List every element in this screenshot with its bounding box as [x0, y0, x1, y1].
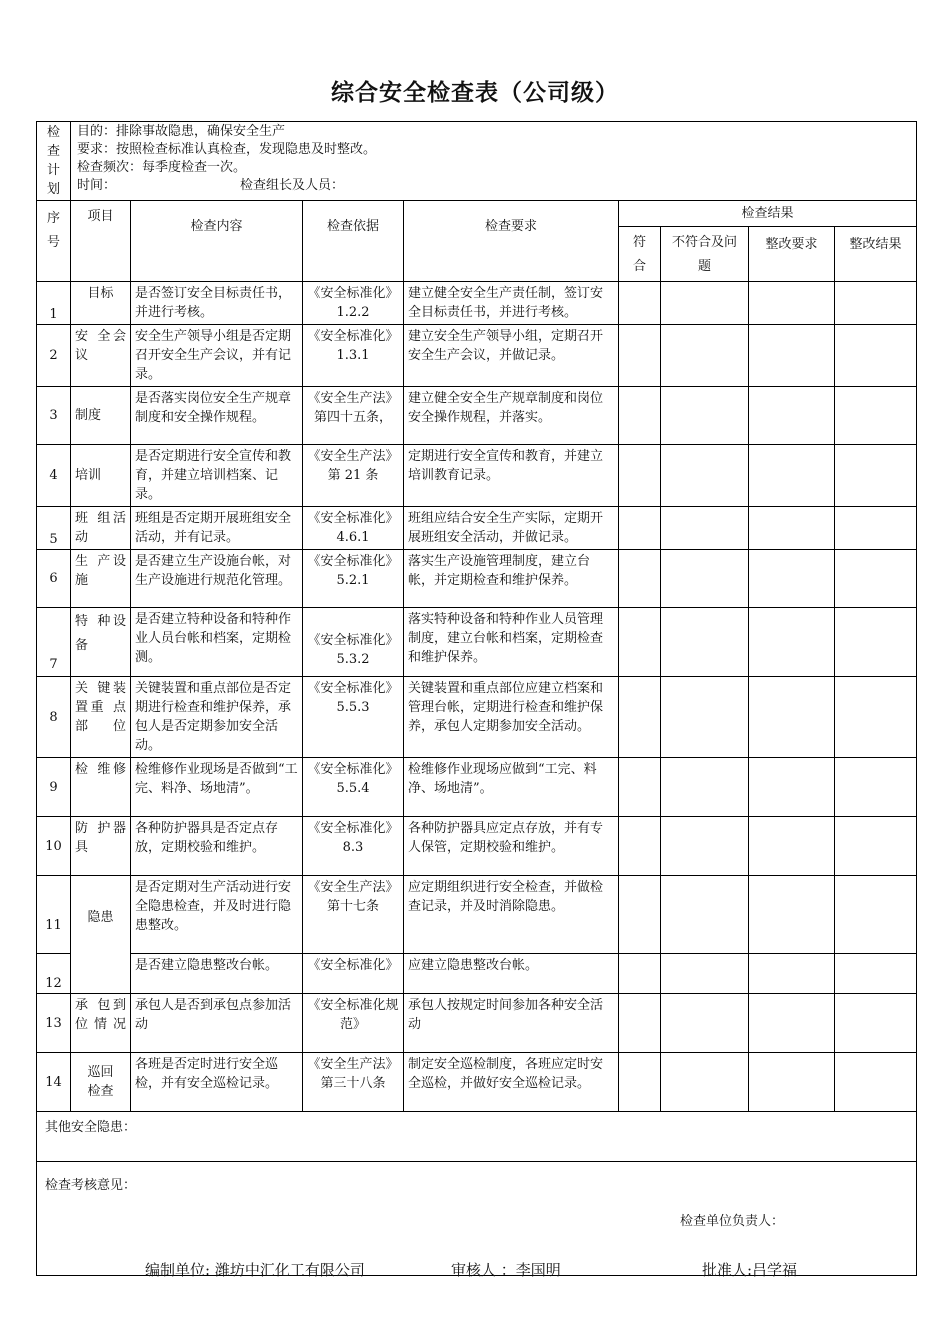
row-no: 12: [37, 954, 71, 994]
row-item: 班 组活动: [71, 507, 131, 550]
row-requirement: 定期进行安全宣传和教育，并建立培训教育记录。: [404, 445, 619, 507]
cell-nonconform[interactable]: [661, 282, 749, 325]
cell-rectify-res[interactable]: [835, 608, 917, 677]
footer-unit: 编制单位: 潍坊中汇化工有限公司: [145, 1261, 365, 1279]
footer-approver: 批准人:吕学福: [702, 1261, 798, 1279]
row-no: 3: [37, 387, 71, 445]
table-row: [37, 677, 917, 758]
row-no: 6: [37, 550, 71, 608]
cell-conform[interactable]: [619, 387, 661, 445]
inspection-table: [36, 121, 917, 1276]
row-requirement: 应建立隐患整改台帐。: [404, 954, 619, 994]
cell-conform[interactable]: [619, 1053, 661, 1112]
row-requirement: 关键装置和重点部位应建立档案和管理台帐，定期进行检查和维护保养，承包人定期参加安全活动。: [404, 677, 619, 758]
row-no: 8: [37, 677, 71, 758]
table-row: [37, 758, 917, 817]
row-requirement: 承包人按规定时间参加各种安全活动: [404, 994, 619, 1053]
row-basis: 《安全标准化》5.3.2: [303, 608, 404, 677]
cell-rectify-res[interactable]: [835, 507, 917, 550]
cell-conform[interactable]: [619, 677, 661, 758]
page-title: 综合安全检查表（公司级）: [331, 79, 619, 106]
table-row: [37, 507, 917, 550]
cell-rectify-res[interactable]: [835, 994, 917, 1053]
table-row: [37, 550, 917, 608]
cell-nonconform[interactable]: [661, 876, 749, 954]
row-item: 特 种设备: [71, 608, 131, 677]
row-content: 是否建立特种设备和特种作业人员台帐和档案，定期检测。: [131, 608, 303, 677]
cell-rectify-res[interactable]: [835, 876, 917, 954]
table-row: [37, 608, 917, 677]
row-basis: 《安全标准化》4.6.1: [303, 507, 404, 550]
cell-rectify-req[interactable]: [749, 994, 835, 1053]
row-item: 防 护器具: [71, 817, 131, 876]
other-hazards-label: 其他安全隐患：: [45, 1120, 137, 1135]
cell-conform[interactable]: [619, 758, 661, 817]
cell-rectify-res[interactable]: [835, 550, 917, 608]
plan-body: [71, 122, 917, 201]
other-hazards-row: [37, 1112, 917, 1162]
header-basis: 检查依据: [303, 201, 404, 282]
cell-nonconform[interactable]: [661, 1053, 749, 1112]
row-no: 11: [37, 876, 71, 954]
cell-conform[interactable]: [619, 954, 661, 994]
cell-nonconform[interactable]: [661, 994, 749, 1053]
row-basis: 《安全生产法》第四十五条，: [303, 387, 404, 445]
header-conform-text: 符合: [632, 235, 646, 274]
header-result: 检查结果: [619, 201, 917, 227]
cell-rectify-res[interactable]: [835, 677, 917, 758]
row-content: 承包人是否到承包点参加活动: [131, 994, 303, 1053]
header-item: 项目: [71, 201, 131, 282]
cell-rectify-req[interactable]: [749, 1053, 835, 1112]
cell-nonconform[interactable]: [661, 387, 749, 445]
header-requirement: 检查要求: [404, 201, 619, 282]
row-item: 检 维修: [71, 758, 131, 817]
header-rectify-res: 整改结果: [835, 227, 917, 282]
plan-requirement: 要求：按照检查标准认真检查，发现隐患及时整改。: [77, 142, 377, 157]
table-row: [37, 325, 917, 387]
table-row: [37, 876, 917, 954]
row-item: 目标: [71, 282, 131, 325]
row-item-text: 巡回检查: [87, 1065, 114, 1099]
row-no: 1: [37, 282, 71, 325]
cell-rectify-req[interactable]: [749, 608, 835, 677]
row-no: 2: [37, 325, 71, 387]
table-row: [37, 994, 917, 1053]
header-rectify-req: 整改要求: [749, 227, 835, 282]
row-requirement: 建立健全安全生产规章制度和岗位安全操作规程，并落实。: [404, 387, 619, 445]
cell-conform[interactable]: [619, 282, 661, 325]
cell-conform[interactable]: [619, 817, 661, 876]
cell-rectify-req[interactable]: [749, 954, 835, 994]
cell-conform[interactable]: [619, 445, 661, 507]
header-seq: [37, 201, 71, 282]
plan-frequency: 检查频次：每季度检查一次。: [77, 160, 247, 175]
cell-rectify-req[interactable]: [749, 677, 835, 758]
row-content: 是否建立生产设施台帐，对生产设施进行规范化管理。: [131, 550, 303, 608]
row-no: 14: [37, 1053, 71, 1112]
header-seq-text: 序号: [46, 211, 60, 250]
cell-rectify-res[interactable]: [835, 1053, 917, 1112]
row-content: 是否落实岗位安全生产规章制度和安全操作规程。: [131, 387, 303, 445]
cell-nonconform[interactable]: [661, 507, 749, 550]
row-requirement: 应定期组织进行安全检查，并做检查记录，并及时消除隐患。: [404, 876, 619, 954]
row-requirement: 制定安全巡检制度，各班应定时安全巡检，并做好安全巡检记录。: [404, 1053, 619, 1112]
row-basis: 《安全标准化》: [303, 954, 404, 994]
cell-rectify-req[interactable]: [749, 445, 835, 507]
plan-purpose: 目的：排除事故隐患，确保安全生产: [77, 124, 286, 139]
row-basis: 《安全标准化》5.2.1: [303, 550, 404, 608]
row-requirement: 班组应结合安全生产实际，定期开展班组安全活动，并做记录。: [404, 507, 619, 550]
inspector-signature-label: 检查单位负责人：: [680, 1214, 785, 1229]
row-content: 是否建立隐患整改台帐。: [131, 954, 303, 994]
cell-nonconform[interactable]: [661, 550, 749, 608]
cell-rectify-res[interactable]: [835, 387, 917, 445]
cell-conform[interactable]: [619, 994, 661, 1053]
row-content: 关键装置和重点部位是否定期进行检查和维护保养，承包人是否定期参加安全活动。: [131, 677, 303, 758]
row-item: [71, 1053, 131, 1112]
cell-nonconform[interactable]: [661, 677, 749, 758]
table-row: [37, 282, 917, 325]
row-content: 检维修作业现场是否做到“工完、料净、场地清”。: [131, 758, 303, 817]
row-item: 生 产设施: [71, 550, 131, 608]
plan-label: [37, 122, 71, 201]
header-content: 检查内容: [131, 201, 303, 282]
row-basis: 《安全标准化》1.3.1: [303, 325, 404, 387]
row-basis: 《安全标准化》8.3: [303, 817, 404, 876]
row-item: 安 全会议: [71, 325, 131, 387]
cell-nonconform[interactable]: [661, 445, 749, 507]
cell-rectify-res[interactable]: [835, 282, 917, 325]
cell-rectify-res[interactable]: [835, 445, 917, 507]
cell-conform[interactable]: [619, 876, 661, 954]
row-item: 培训: [71, 445, 131, 507]
row-basis: 《安全生产法》第 21 条: [303, 445, 404, 507]
cell-rectify-res[interactable]: [835, 954, 917, 994]
row-item: 承 包到 位情况: [71, 994, 131, 1053]
row-content: 班组是否定期开展班组安全活动，并有记录。: [131, 507, 303, 550]
row-content: 安全生产领导小组是否定期召开安全生产会议，并有记录。: [131, 325, 303, 387]
row-item: 制度: [71, 387, 131, 445]
plan-label-text: 检查计划: [46, 125, 60, 197]
header-row-1: [37, 201, 917, 227]
row-content: 是否签订安全目标责任书，并进行考核。: [131, 282, 303, 325]
row-basis: 《安全生产法》第三十八条: [303, 1053, 404, 1112]
cell-rectify-req[interactable]: [749, 387, 835, 445]
table-row: [37, 817, 917, 876]
table-row: [37, 445, 917, 507]
row-item: 关 键装 置重 点部位: [71, 677, 131, 758]
cell-nonconform[interactable]: [661, 817, 749, 876]
row-basis: 《安全生产法》第十七条: [303, 876, 404, 954]
row-basis: 《安全标准化》5.5.3: [303, 677, 404, 758]
cell-rectify-req[interactable]: [749, 817, 835, 876]
table-row: [37, 954, 917, 994]
row-no: 10: [37, 817, 71, 876]
table-row: [37, 387, 917, 445]
row-basis: 《安全标准化》1.2.2: [303, 282, 404, 325]
row-no: 13: [37, 994, 71, 1053]
cell-nonconform[interactable]: [661, 325, 749, 387]
row-requirement: 建立健全安全生产责任制，签订安全目标责任书，并进行考核。: [404, 282, 619, 325]
row-no: 4: [37, 445, 71, 507]
cell-conform[interactable]: [619, 325, 661, 387]
cell-rectify-res[interactable]: [835, 325, 917, 387]
row-basis: 《安全标准化》5.5.4: [303, 758, 404, 817]
cell-rectify-res[interactable]: [835, 817, 917, 876]
row-content: 各班是否定时进行安全巡检，并有安全巡检记录。: [131, 1053, 303, 1112]
row-requirement: 落实特种设备和特种作业人员管理制度，建立台帐和档案，定期检查和维护保养。: [404, 608, 619, 677]
row-basis: 《安全标准化规范》: [303, 994, 404, 1053]
row-content: 是否定期进行安全宣传和教育，并建立培训档案、记录。: [131, 445, 303, 507]
row-item: 隐患: [71, 876, 131, 994]
cell-nonconform[interactable]: [661, 954, 749, 994]
row-requirement: 建立安全生产领导小组，定期召开安全生产会议，并做记录。: [404, 325, 619, 387]
row-content: 是否定期对生产活动进行安全隐患检查，并及时进行隐患整改。: [131, 876, 303, 954]
cell-nonconform[interactable]: [661, 608, 749, 677]
cell-rectify-req[interactable]: [749, 758, 835, 817]
cell-rectify-req[interactable]: [749, 876, 835, 954]
plan-time-and-team: 时间： 检查组长及人员：: [77, 178, 344, 193]
row-requirement: 检维修作业现场应做到“工完、料净、场地清”。: [404, 758, 619, 817]
footer-reviewer: 审核人 ：李国明: [451, 1261, 561, 1279]
row-no: 5: [37, 507, 71, 550]
cell-rectify-req[interactable]: [749, 550, 835, 608]
cell-conform[interactable]: [619, 507, 661, 550]
review-label: 检查考核意见：: [45, 1178, 137, 1193]
cell-nonconform[interactable]: [661, 758, 749, 817]
row-no: 7: [37, 608, 71, 677]
plan-row: [37, 122, 917, 201]
cell-rectify-req[interactable]: [749, 325, 835, 387]
header-conform: [619, 227, 661, 282]
other-hazards-cell[interactable]: [37, 1112, 917, 1162]
row-no: 9: [37, 758, 71, 817]
cell-rectify-res[interactable]: [835, 758, 917, 817]
row-requirement: 各种防护器具应定点存放，并有专人保管，定期校验和维护。: [404, 817, 619, 876]
row-requirement: 落实生产设施管理制度，建立台帐，并定期检查和维护保养。: [404, 550, 619, 608]
row-content: 各种防护器具是否定点存放，定期校验和维护。: [131, 817, 303, 876]
cell-conform[interactable]: [619, 608, 661, 677]
table-row: [37, 1053, 917, 1112]
cell-rectify-req[interactable]: [749, 282, 835, 325]
cell-rectify-req[interactable]: [749, 507, 835, 550]
header-nonconform: 不符合及问题: [661, 227, 749, 282]
cell-conform[interactable]: [619, 550, 661, 608]
